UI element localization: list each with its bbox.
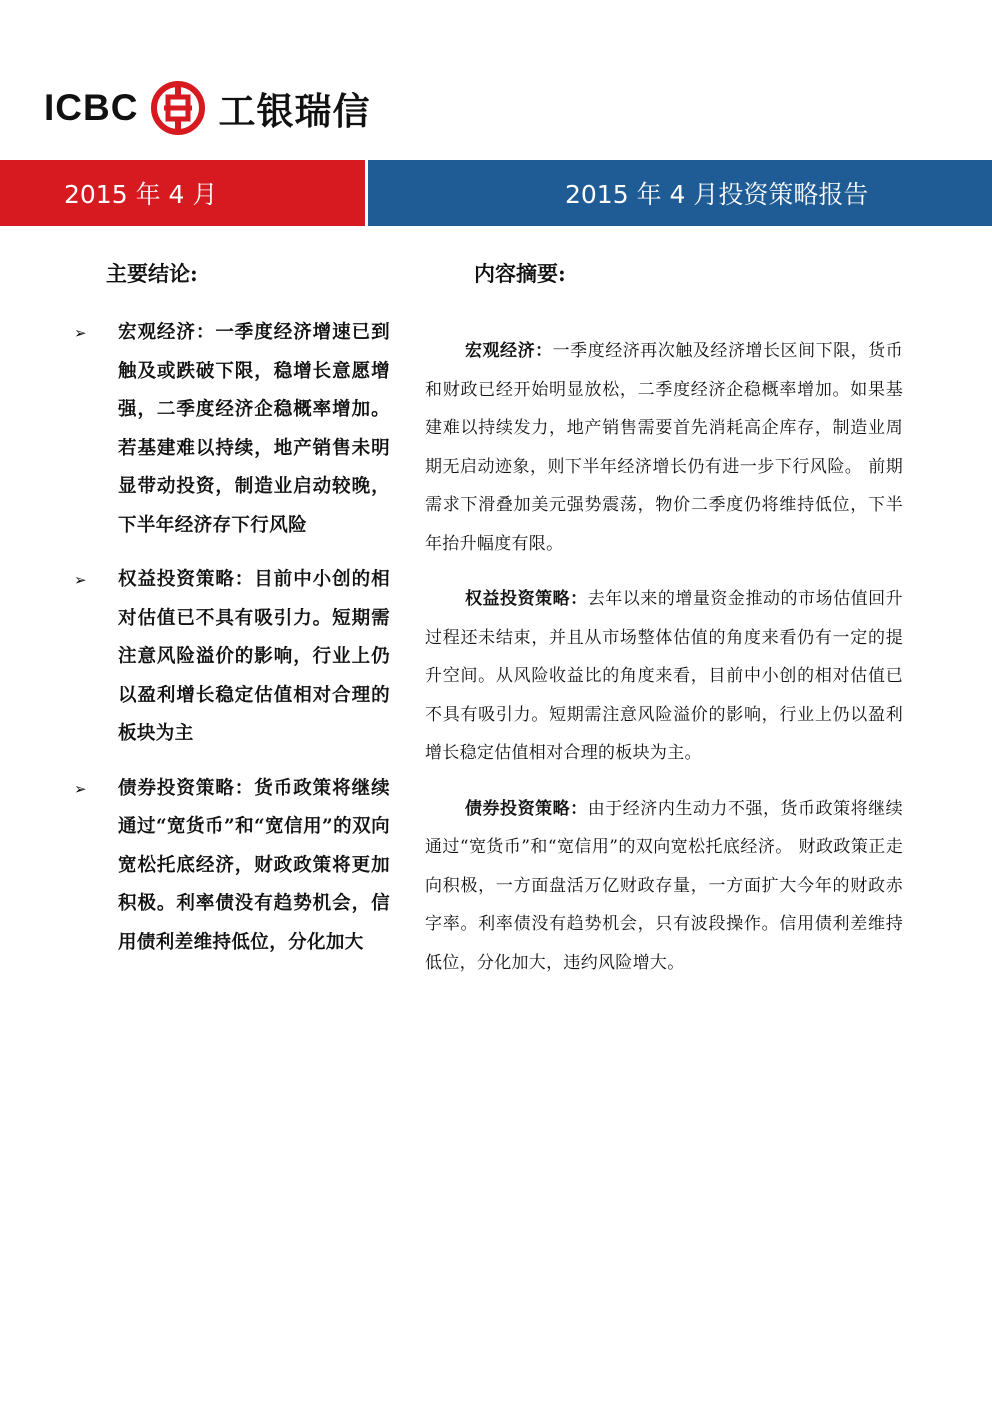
- paragraph-body: 一季度经济再次触及经济增长区间下限，货币和财政已经开始明显放松，二季度经济企稳概率增加。如果基建难以持续发力，地产销售需要首先消耗高企库存，制造业周期无启动迹象，则下半年经济增长仍有进一步下行风险。 前期需求下滑叠加美元强势震荡，物价二季度仍将维持低位，下半年抬升幅度有限。: [425, 341, 904, 554]
- arrow-bullet-icon: ➢: [74, 324, 87, 342]
- paragraph-lead: 宏观经济：: [465, 341, 553, 361]
- conclusions-list: [70, 314, 390, 978]
- summary-paragraph-equity: [425, 580, 903, 773]
- company-logo: [44, 78, 370, 138]
- logo-chinese-text: 工银瑞信: [218, 90, 371, 133]
- banner-date-block: [0, 160, 365, 226]
- paragraph-lead: 权益投资策略：: [465, 589, 588, 609]
- report-title: 2015 年 4 月投资策略报告: [565, 180, 869, 209]
- conclusion-item-bond: [70, 770, 390, 963]
- paragraph-lead: 债券投资策略：: [465, 798, 588, 819]
- conclusion-text: 债券投资策略：货币政策将继续通过“宽货币”和“宽信用”的双向宽松托底经济，财政政策将更加积极。利率债没有趋势机会，信用债利差维持低位，分化加大: [118, 777, 390, 953]
- summary-heading: 内容摘要:: [474, 261, 566, 286]
- report-banner: [0, 160, 992, 226]
- conclusion-text: 权益投资策略：目前中小创的相对估值已不具有吸引力。短期需注意风险溢价的影响，行业上仍以盈利增长稳定估值相对合理的板块为主: [118, 569, 390, 744]
- main-conclusions-heading: 主要结论:: [106, 261, 198, 286]
- arrow-bullet-icon: ➢: [74, 779, 87, 798]
- arrow-bullet-icon: ➢: [74, 571, 87, 589]
- banner-title-block: [368, 160, 992, 226]
- logo-icbc-text: ICBC: [44, 87, 139, 128]
- paragraph-body: 去年以来的增量资金推动的市场估值回升过程还未结束，并且从市场整体估值的角度来看仍有一定的提升空间。从风险收益比的角度来看，目前中小创的相对估值已不具有吸引力。短期需注意风险溢价的影响，行业上仍以盈利增长稳定估值相对合理的板块为主。: [425, 589, 903, 763]
- conclusion-text: 宏观经济：一季度经济增速已到触及或跌破下限，稳增长意愿增强，二季度经济企稳概率增加。若基建难以持续，地产销售未明显带动投资，制造业启动较晚，下半年经济存下行风险: [118, 322, 390, 536]
- conclusion-item-macro: [70, 314, 390, 545]
- banner-date: 2015 年 4 月: [64, 180, 218, 209]
- summary-paragraph-macro: [425, 332, 903, 563]
- summary-section: [425, 315, 903, 999]
- paragraph-body: 由于经济内生动力不强，货币政策将继续通过“宽货币”和“宽信用”的双向宽松托底经济。 财政政策正走向积极，一方面盘活万亿财政存量，一方面扩大今年的财政赤字率。利率债没有趋势机会，只有波段操作。信用债利差维持低位，分化加大，违约风险增大。: [425, 798, 903, 973]
- icbc-emblem-icon: [150, 80, 206, 136]
- summary-paragraph-bond: [425, 790, 903, 983]
- conclusion-item-equity: [70, 561, 390, 754]
